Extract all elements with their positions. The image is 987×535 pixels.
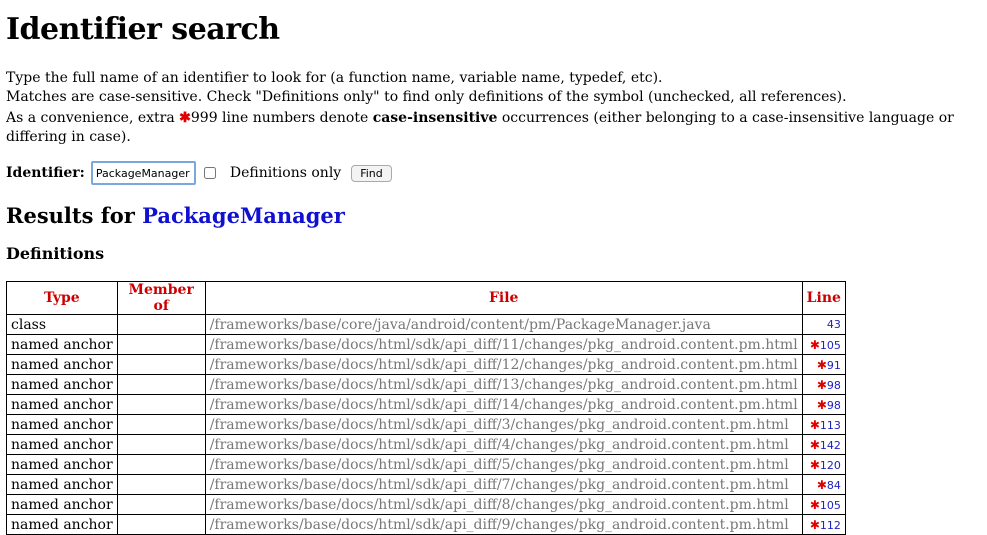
- cell-type: named anchor: [7, 375, 118, 395]
- column-header-member: Member of: [117, 282, 205, 315]
- table-row: [7, 375, 846, 395]
- table-row: [7, 395, 846, 415]
- line-link[interactable]: 98: [826, 378, 841, 392]
- cell-member-of: [117, 335, 205, 355]
- case-insensitive-icon: ✱: [809, 497, 820, 512]
- cell-line: [802, 375, 845, 395]
- results-body: [7, 315, 846, 535]
- table-row: [7, 415, 846, 435]
- identifier-input[interactable]: [91, 161, 196, 185]
- results-heading: [6, 203, 987, 228]
- cell-file: /frameworks/base/docs/html/sdk/api_diff/3/changes/pkg_android.content.pm.html: [205, 415, 802, 435]
- cell-type: named anchor: [7, 455, 118, 475]
- cell-member-of: [117, 515, 205, 535]
- results-table: [6, 281, 846, 535]
- case-insensitive-icon: ✱: [809, 457, 820, 472]
- cell-line: [802, 355, 845, 375]
- line-link[interactable]: 43: [826, 318, 841, 331]
- line-link[interactable]: 112: [819, 518, 841, 532]
- cell-line: [802, 435, 845, 455]
- column-header-type: Type: [7, 282, 118, 315]
- cell-line: [802, 475, 845, 495]
- cell-file: /frameworks/base/docs/html/sdk/api_diff/4/changes/pkg_android.content.pm.html: [205, 435, 802, 455]
- cell-line: [802, 495, 845, 515]
- asterisk-icon: ✱: [179, 110, 191, 126]
- line-link[interactable]: 105: [819, 498, 841, 512]
- line-link[interactable]: 113: [819, 418, 841, 432]
- cell-member-of: [117, 375, 205, 395]
- cell-member-of: [117, 495, 205, 515]
- cell-member-of: [117, 315, 205, 335]
- cell-type: named anchor: [7, 415, 118, 435]
- table-row: [7, 435, 846, 455]
- cell-type: named anchor: [7, 515, 118, 535]
- table-row: [7, 515, 846, 535]
- find-button[interactable]: Find: [351, 165, 392, 182]
- table-row: [7, 475, 846, 495]
- intro-text: [6, 69, 987, 147]
- line-link[interactable]: 84: [826, 478, 841, 492]
- cell-file: /frameworks/base/docs/html/sdk/api_diff/8/changes/pkg_android.content.pm.html: [205, 495, 802, 515]
- intro-line-3-b: 999 line numbers denote: [190, 110, 373, 126]
- intro-line-1: Type the full name of an identifier to look for (a function name, variable name, typedef, etc).: [6, 70, 663, 86]
- case-insensitive-icon: ✱: [816, 397, 827, 412]
- case-insensitive-icon: ✱: [809, 417, 820, 432]
- cell-file: /frameworks/base/core/java/android/content/pm/PackageManager.java: [205, 315, 802, 335]
- cell-file: /frameworks/base/docs/html/sdk/api_diff/7/changes/pkg_android.content.pm.html: [205, 475, 802, 495]
- cell-file: /frameworks/base/docs/html/sdk/api_diff/9/changes/pkg_android.content.pm.html: [205, 515, 802, 535]
- column-header-line: Line: [802, 282, 845, 315]
- table-row: [7, 495, 846, 515]
- cell-line: [802, 415, 845, 435]
- intro-line-3: [6, 109, 987, 147]
- definitions-heading: Definitions: [6, 244, 105, 263]
- cell-type: named anchor: [7, 435, 118, 455]
- cell-member-of: [117, 415, 205, 435]
- cell-line: [802, 395, 845, 415]
- intro-line-3-bold: case-insensitive: [372, 110, 498, 126]
- table-row: [7, 335, 846, 355]
- cell-file: /frameworks/base/docs/html/sdk/api_diff/11/changes/pkg_android.content.pm.html: [205, 335, 802, 355]
- page-title: Identifier search: [6, 12, 280, 47]
- case-insensitive-icon: ✱: [816, 377, 827, 392]
- cell-member-of: [117, 355, 205, 375]
- cell-type: named anchor: [7, 495, 118, 515]
- results-query: PackageManager: [142, 203, 345, 228]
- cell-member-of: [117, 455, 205, 475]
- intro-line-3-c: occurrences (either belonging to a case-insensitive language or differing in case).: [6, 110, 954, 145]
- cell-file: /frameworks/base/docs/html/sdk/api_diff/14/changes/pkg_android.content.pm.html: [205, 395, 802, 415]
- intro-line-2: Matches are case-sensitive. Check "Definitions only" to find only definitions of the symbol (unchecked, all references).: [6, 89, 847, 105]
- definitions-only-label: Definitions only: [229, 165, 342, 181]
- cell-type: class: [7, 315, 118, 335]
- line-link[interactable]: 98: [826, 398, 841, 412]
- cell-type: named anchor: [7, 335, 118, 355]
- line-link[interactable]: 91: [826, 358, 841, 372]
- identifier-label: Identifier:: [6, 165, 85, 181]
- cell-type: named anchor: [7, 395, 118, 415]
- column-header-file: File: [205, 282, 802, 315]
- cell-line: [802, 335, 845, 355]
- cell-line: [802, 315, 845, 335]
- cell-file: /frameworks/base/docs/html/sdk/api_diff/12/changes/pkg_android.content.pm.html: [205, 355, 802, 375]
- definitions-only-checkbox[interactable]: [204, 167, 216, 179]
- cell-line: [802, 455, 845, 475]
- cell-line: [802, 515, 845, 535]
- search-form: [6, 161, 987, 185]
- cell-member-of: [117, 395, 205, 415]
- line-link[interactable]: 105: [819, 338, 841, 352]
- results-prefix: Results for: [6, 203, 143, 228]
- line-link[interactable]: 120: [819, 458, 841, 472]
- table-row: [7, 455, 846, 475]
- line-link[interactable]: 142: [819, 438, 841, 452]
- case-insensitive-icon: ✱: [809, 517, 820, 532]
- case-insensitive-icon: ✱: [809, 437, 820, 452]
- cell-member-of: [117, 475, 205, 495]
- case-insensitive-icon: ✱: [816, 357, 827, 372]
- case-insensitive-icon: ✱: [809, 337, 820, 352]
- table-header-row: [7, 282, 846, 315]
- cell-file: /frameworks/base/docs/html/sdk/api_diff/13/changes/pkg_android.content.pm.html: [205, 375, 802, 395]
- table-row: [7, 355, 846, 375]
- case-insensitive-icon: ✱: [816, 477, 827, 492]
- cell-member-of: [117, 435, 205, 455]
- cell-type: named anchor: [7, 355, 118, 375]
- table-row: [7, 315, 846, 335]
- intro-line-3-a: As a convenience, extra: [6, 110, 180, 126]
- cell-file: /frameworks/base/docs/html/sdk/api_diff/5/changes/pkg_android.content.pm.html: [205, 455, 802, 475]
- cell-type: named anchor: [7, 475, 118, 495]
